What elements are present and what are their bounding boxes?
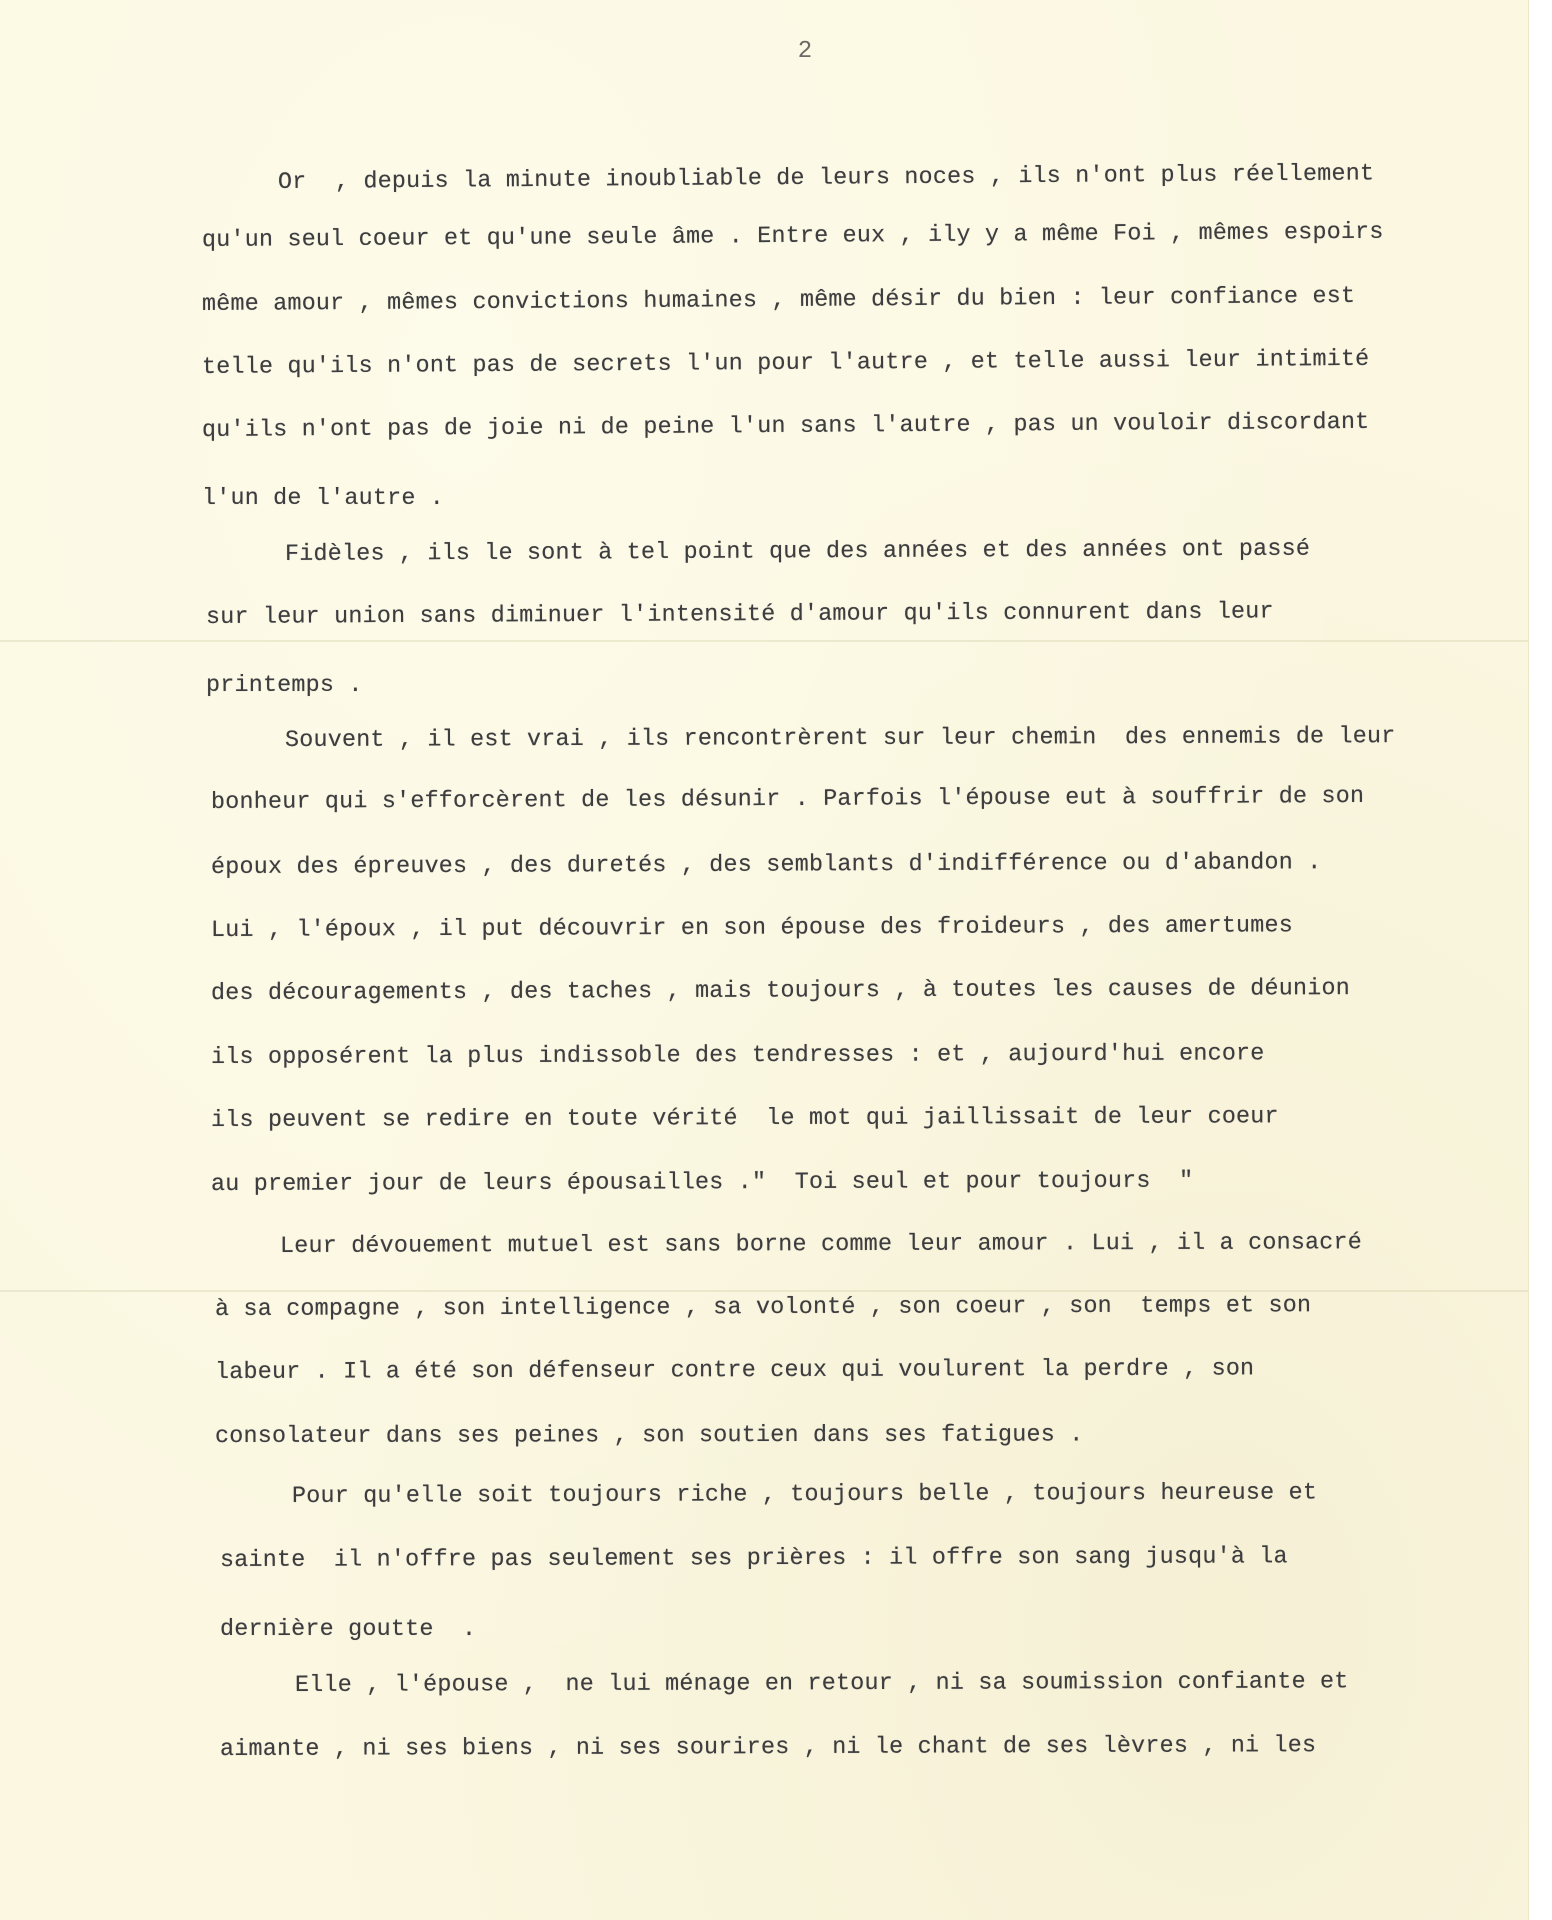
text-line: Elle , l'épouse , ne lui ménage en retour , ni sa soumission confiante et — [294, 1669, 1349, 1699]
text-line: même amour , mêmes convictions humaines , même désir du bien : leur confiance est — [201, 283, 1356, 318]
text-line: Lui , l'époux , il put découvrir en son épouse des froideurs , des amertumes — [210, 913, 1294, 944]
text-line: labeur . Il a été son défenseur contre ceux qui voulurent la perdre , son — [214, 1356, 1255, 1386]
text-line: Pour qu'elle soit toujours riche , toujours belle , toujours heureuse et — [291, 1480, 1318, 1510]
paper-fold-line — [0, 640, 1528, 642]
text-line: ils opposérent la plus indissoble des tendresses : et , aujourd'hui encore — [210, 1041, 1265, 1071]
text-line: l'un de l'autre . — [202, 486, 445, 512]
text-line: telle qu'ils n'ont pas de secrets l'un pour l'autre , et telle aussi leur intimité — [201, 346, 1370, 381]
text-line: au premier jour de leurs épousailles ." Toi seul et pour toujours " — [210, 1168, 1194, 1198]
text-line: printemps . — [206, 673, 363, 699]
paper-fold-line — [0, 1290, 1528, 1292]
text-line: époux des épreuves , des duretés , des semblants d'indifférence ou d'abandon . — [210, 850, 1322, 881]
text-line: sur leur union sans diminuer l'intensité d'amour qu'ils connurent dans leur — [205, 599, 1274, 631]
text-line: Souvent , il est vrai , ils rencontrèrent sur leur chemin des ennemis de leur — [284, 724, 1396, 754]
text-line: qu'un seul coeur et qu'une seule âme . Entre eux , ily y a même Foi , mêmes espoirs — [201, 219, 1384, 254]
text-line: consolateur dans ses peines , son soutien dans ses fatigues . — [214, 1422, 1084, 1450]
text-line: des découragements , des taches , mais toujours , à toutes les causes de déunion — [210, 976, 1350, 1007]
text-line: Or , depuis la minute inoubliable de leurs noces , ils n'ont plus réellement — [277, 161, 1375, 196]
text-line: ils peuvent se redire en toute vérité le mot qui jaillissait de leur coeur — [210, 1104, 1279, 1134]
text-line: aimante , ni ses biens , ni ses sourires , ni le chant de ses lèvres , ni les — [219, 1733, 1317, 1763]
text-line: sainte il n'offre pas seulement ses prières : il offre son sang jusqu'à la — [219, 1544, 1288, 1574]
text-line: à sa compagne , son intelligence , sa volonté , son coeur , son temps et son — [214, 1293, 1312, 1323]
page-number: 2 — [797, 38, 813, 65]
text-line: Fidèles , ils le sont à tel point que des années et des années ont passé — [284, 536, 1311, 568]
text-line: dernière goutte . — [220, 1617, 477, 1643]
text-line: qu'ils n'ont pas de joie ni de peine l'un sans l'autre , pas un vouloir discordant — [201, 409, 1370, 444]
text-line: Leur dévouement mutuel est sans borne comme leur amour . Lui , il a consacré — [279, 1230, 1363, 1260]
text-line: bonheur qui s'efforcèrent de les désunir . Parfois l'épouse eut à souffrir de son — [210, 783, 1365, 816]
